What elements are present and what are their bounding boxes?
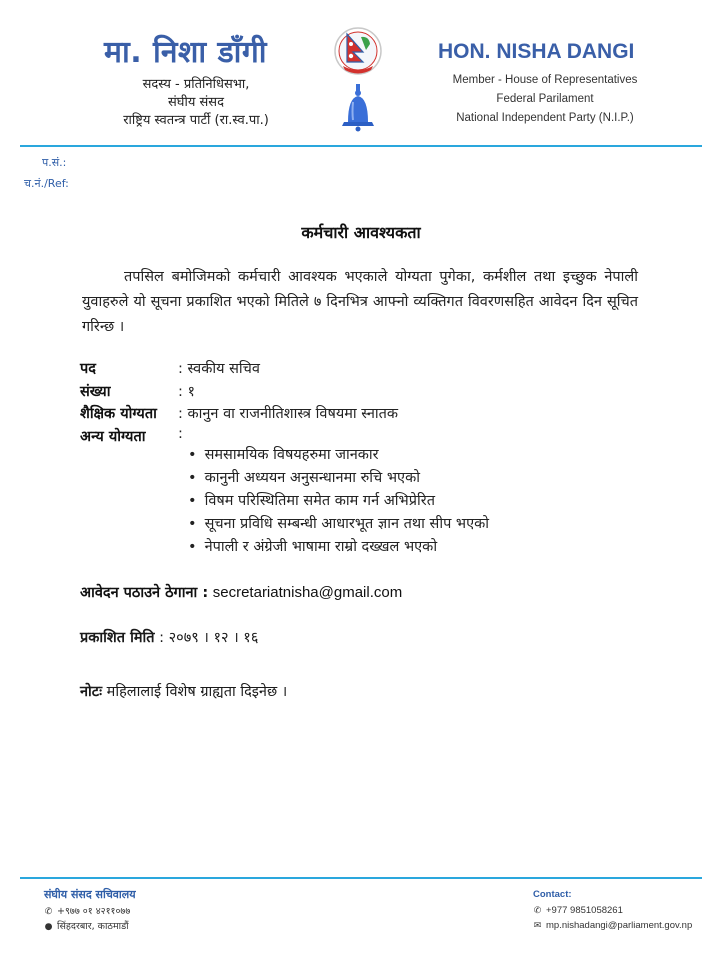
office-phone: +९७७ ०१ ४२११०७७ [57, 906, 131, 917]
list-item: • विषम परिस्थितिमा समेत काम गर्न अभिप्रेरित [188, 490, 489, 513]
notice-title: कर्मचारी आवश्यकता [301, 223, 421, 242]
contact-email[interactable]: mp.nishadangi@parliament.gov.np [546, 920, 693, 931]
list-item: • नेपाली र अंग्रेजी भाषामा राम्रो दख्खल भएको [188, 536, 489, 559]
header-divider [20, 145, 702, 147]
education-label: शैक्षिक योग्यता [80, 406, 157, 422]
designation-en-2: Federal Parilament [496, 93, 594, 105]
count-value: : १ [178, 384, 196, 400]
other-qualification-colon: : [178, 426, 183, 442]
note-row [80, 681, 287, 701]
other-qualification-list [188, 444, 489, 559]
contact-email-row [533, 920, 692, 931]
office-name: संघीय संसद सचिवालय [44, 888, 136, 901]
phone-icon: ✆ [44, 907, 53, 917]
designation-en-3: National Independent Party (N.I.P.) [456, 112, 634, 124]
publish-date-row [80, 627, 258, 647]
designation-np-2: संघीय संसद [168, 95, 224, 110]
footer-divider [20, 877, 702, 879]
notice-paragraph: तपसिल बमोजिमको कर्मचारी आवश्यक भएकाले योग्यता पुगेका, कर्मशील तथा इच्छुक नेपाली युवाहरुले यो सूचना प्रकाशित भएको मितिले ७ दिनभित्र आफ्नो व्यक्तिगत विवरणसहित आवेदन दिन सूचित गरिन्छ । [82, 269, 638, 335]
location-icon: ● [44, 922, 53, 932]
contact-phone: +977 9851058261 [546, 905, 623, 916]
count-label: संख्या [80, 384, 111, 400]
list-item: • कानुनी अध्ययन अनुसन्धानमा रुचि भएको [188, 467, 489, 490]
name-english: HON. NISHA DANGI [438, 40, 635, 63]
office-address-row [44, 919, 129, 932]
address-label: आवेदन पठाउने ठेगाना : [80, 585, 209, 601]
mail-icon: ✉ [533, 920, 542, 930]
application-address-row [80, 582, 402, 602]
ps-label: प.सं.: [42, 156, 67, 169]
ref-label: च.नं./Ref: [24, 177, 69, 190]
designation-en-1: Member - House of Representatives [452, 74, 638, 86]
note-text: महिलालाई विशेष ग्राह्यता दिइनेछ । [106, 684, 288, 700]
office-address: सिंहदरबार, काठमाडौं [57, 921, 129, 932]
note-label: नोटः [80, 684, 103, 700]
post-value: : स्वकीय सचिव [178, 361, 260, 377]
designation-np-1: सदस्य - प्रतिनिधिसभा, [142, 77, 250, 92]
contact-phone-row [533, 905, 623, 916]
office-phone-row [44, 904, 130, 917]
post-label: पद [80, 361, 96, 377]
name-nepali: मा. निशा डाँगी [104, 35, 268, 70]
bell-icon [340, 84, 376, 132]
date-value: : २०७९ । १२ । १६ [159, 630, 259, 646]
education-value: : कानुन वा राजनीतिशास्त्र विषयमा स्नातक [178, 406, 399, 422]
date-label: प्रकाशित मिति [80, 630, 155, 646]
address-email[interactable]: secretariatnisha@gmail.com [212, 584, 403, 601]
other-qualification-label: अन्य योग्यता [80, 429, 146, 445]
designation-np-3: राष्ट्रिय स्वतन्त्र पार्टी (रा.स्व.पा.) [123, 113, 269, 128]
list-item: • सूचना प्रविधि सम्बन्धी आधारभूत ज्ञान तथा सीप भएको [188, 513, 489, 536]
nepal-emblem-icon [333, 22, 383, 80]
phone-icon: ✆ [533, 905, 542, 915]
list-item: • समसामयिक विषयहरुमा जानकार [188, 444, 489, 467]
contact-label: Contact: [533, 889, 572, 900]
